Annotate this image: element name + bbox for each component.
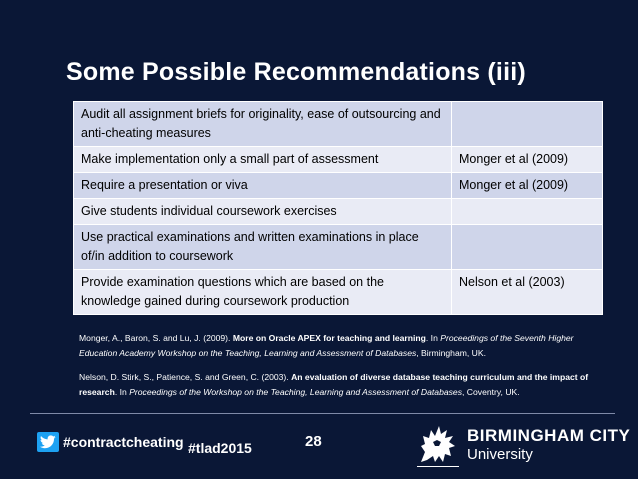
source-cell: Nelson et al (2003) xyxy=(452,270,603,315)
references xyxy=(79,331,604,409)
recommendation-cell: Provide examination questions which are based on the knowledge gained during coursework production xyxy=(74,270,452,315)
reference-title: An evaluation of diverse database teaching curriculum and the impact of research xyxy=(79,372,589,397)
source-cell xyxy=(452,225,603,270)
reference-in: . In xyxy=(114,387,130,397)
university-subtitle: University xyxy=(467,446,533,463)
table-row xyxy=(74,102,603,147)
slide-title: Some Possible Recommendations (iii) xyxy=(66,58,526,86)
hashtag-tlad2015: #tlad2015 xyxy=(188,440,252,456)
reference-tail: , Coventry, UK. xyxy=(462,387,520,397)
griffin-crest-icon xyxy=(415,422,461,468)
source-cell xyxy=(452,102,603,147)
reference-authors: Monger, A., Baron, S. and Lu, J. (2009). xyxy=(79,333,233,343)
table-row xyxy=(74,147,603,173)
reference-title: More on Oracle APEX for teaching and learning xyxy=(232,333,426,343)
hashtag-contractcheating: #contractcheating xyxy=(63,434,184,450)
reference-item xyxy=(79,331,604,361)
source-cell: Monger et al (2009) xyxy=(452,147,603,173)
source-cell xyxy=(452,199,603,225)
footer-divider xyxy=(30,413,615,414)
reference-item xyxy=(79,370,604,400)
source-cell: Monger et al (2009) xyxy=(452,173,603,199)
recommendation-cell: Make implementation only a small part of assessment xyxy=(74,147,452,173)
reference-in: . In xyxy=(425,333,441,343)
table-row xyxy=(74,270,603,315)
twitter-bird-icon xyxy=(37,432,59,452)
recommendation-cell: Require a presentation or viva xyxy=(74,173,452,199)
table-row xyxy=(74,199,603,225)
recommendation-cell: Use practical examinations and written examinations in place of/in addition to coursework xyxy=(74,225,452,270)
reference-authors: Nelson, D. Stirk, S., Patience, S. and Green, C. (2003). xyxy=(79,372,292,382)
reference-tail: , Birmingham, UK. xyxy=(416,348,487,358)
recommendations-table xyxy=(73,101,603,315)
table-row xyxy=(74,173,603,199)
recommendation-cell: Audit all assignment briefs for originality, ease of outsourcing and anti-cheating measures xyxy=(74,102,452,147)
reference-venue: Proceedings of the Workshop on the Teaching, Learning and Assessment of Databases xyxy=(129,387,463,397)
recommendation-cell: Give students individual coursework exercises xyxy=(74,199,452,225)
page-number: 28 xyxy=(305,433,322,450)
table-row xyxy=(74,225,603,270)
university-name: BIRMINGHAM CITY xyxy=(467,426,631,445)
reference-venue: Proceedings of the Seventh Higher Education Academy Workshop on the Teaching, Learning and Assessment of Databases xyxy=(79,333,574,358)
